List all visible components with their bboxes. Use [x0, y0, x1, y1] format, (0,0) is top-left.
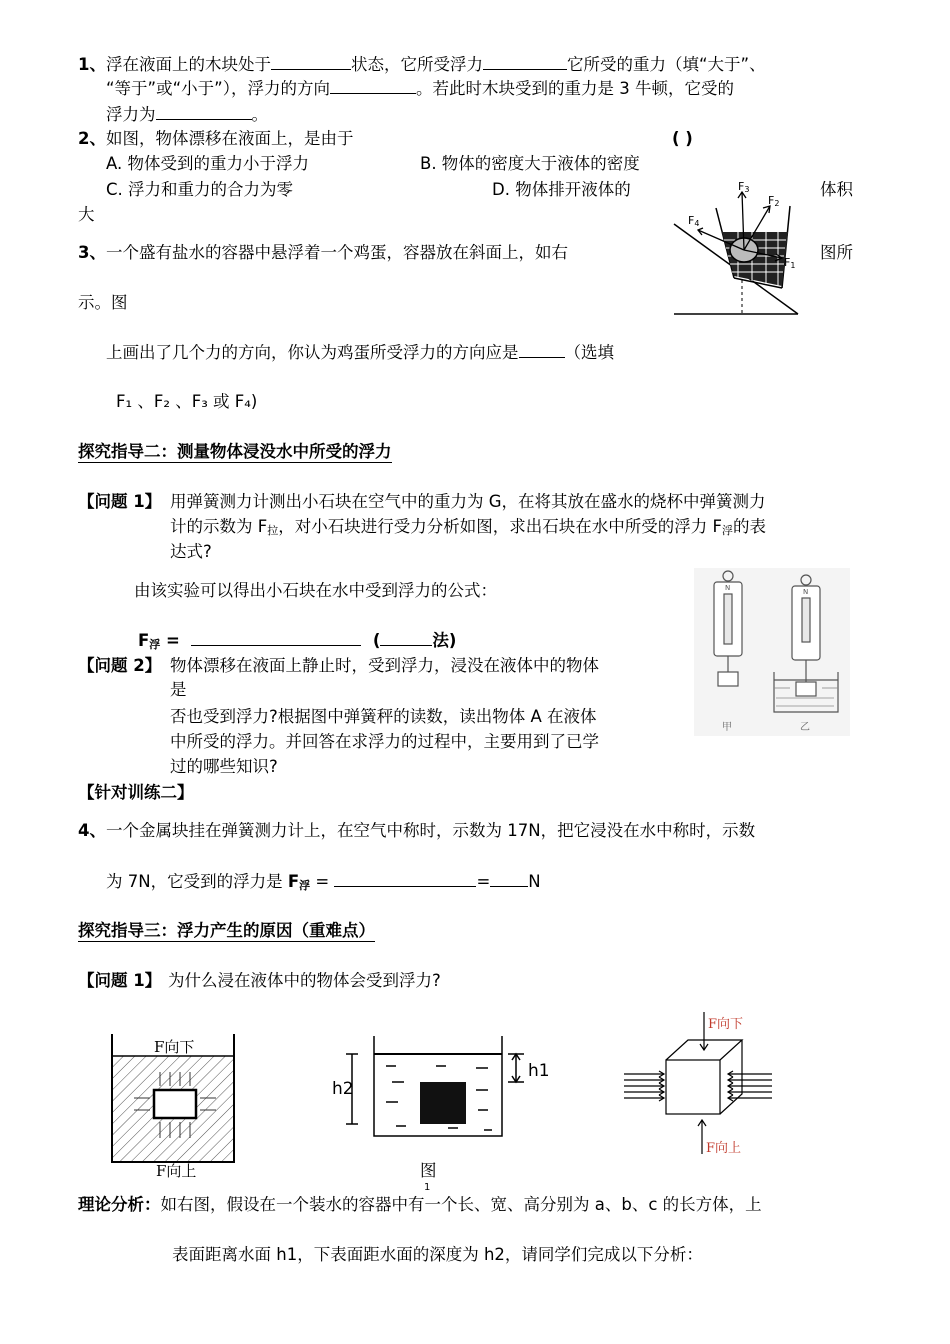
q3-stem-text: 一个盛有盐水的容器中悬浮着一个鸡蛋，容器放在斜面上，如右: [105, 243, 568, 262]
s2-q2-line1: 物体漂移在液面上静止时，受到浮力，浸没在液体中的物体: [170, 656, 599, 675]
q3-options: F₁ 、F₂ 、F₃ 或 F₄): [116, 392, 258, 411]
s3-q1-text: 为什么浸在液体中的物体会受到浮力?: [168, 971, 441, 990]
q3-stem-cont2: 示。图: [78, 293, 128, 312]
q1-text-a: 浮在液面上的木块处于: [105, 55, 271, 74]
s2-q2-line3: 否也受到浮力?根据图中弹簧秤的读数，读出物体 A 在液体: [170, 707, 597, 726]
q4-unit: N: [528, 872, 541, 891]
q3-stem-text4: 上画出了几个力的方向，你认为鸡蛋所受浮力的方向应是: [106, 343, 519, 362]
s2-q1-sub-fu: 浮: [722, 524, 733, 537]
fig-label-jia: 甲: [722, 722, 732, 733]
fig-left-fup: F向上: [156, 1162, 197, 1180]
incline-egg-figure: [672, 178, 812, 323]
pressure-container-figure: [104, 1030, 244, 1180]
s2-derive-text: 由该实验可以得出小石块在水中受到浮力的公式：: [134, 581, 497, 600]
q4-eq: =: [315, 872, 330, 891]
theory-line1: [78, 1194, 762, 1216]
q4-number: 4、: [78, 821, 106, 840]
q3-stem: [78, 242, 568, 264]
theory-text-a: 如右图，假设在一个装水的容器中有一个长、宽、高分别为 a、b、c 的长方体，上: [160, 1195, 762, 1214]
q1-text-d: “等于”或“小于”），浮力的方向: [106, 79, 330, 98]
q2-number: 2、: [78, 129, 106, 148]
q4-eq2: =: [476, 872, 491, 891]
q1-number: 1、: [78, 55, 106, 74]
s2-q2-line2: 是: [170, 680, 187, 699]
q3-number: 3、: [78, 243, 106, 262]
q1-text-c: 它所受的重力（填“大于”、: [566, 55, 766, 74]
q2-option-d[interactable]: D. 物体排开液体的: [492, 180, 631, 199]
s2-drill-title: 【针对训练二】: [78, 783, 194, 802]
q4-blank-formula[interactable]: [334, 871, 476, 887]
q3-stem-text5: （选填: [564, 343, 614, 362]
spring-scale-figure: [694, 568, 850, 736]
q2-answer-bracket[interactable]: ( ): [672, 129, 693, 148]
s2-q1-sub-la: 拉: [267, 524, 279, 537]
q3-stem-line: [106, 342, 614, 364]
q1-text-f: 浮力为: [106, 105, 156, 124]
q2-option-c[interactable]: C. 浮力和重力的合力为零: [106, 180, 294, 199]
cube-fdown-label: F向下: [708, 1017, 744, 1032]
q2-stem-text: 如图，物体漂移在液面上，是由于: [105, 129, 354, 148]
q1-blank-2[interactable]: [483, 54, 567, 70]
q1-blank-3[interactable]: [330, 78, 416, 94]
q2-option-a[interactable]: A. 物体受到的重力小于浮力: [106, 154, 309, 173]
q1-blank-4[interactable]: [156, 104, 252, 120]
q1-line3: [106, 104, 268, 126]
force-label-f4: F4: [688, 214, 700, 228]
s2-formula-f: F: [138, 631, 150, 650]
q1-text-g: 。: [251, 105, 268, 124]
force-label-f3: F3: [738, 180, 750, 194]
s2-q2-line5: 过的哪些知识?: [170, 757, 278, 776]
force-label-f1: F1: [784, 256, 796, 270]
depth-figure: [330, 1030, 558, 1142]
theory-tag: 理论分析：: [78, 1195, 161, 1214]
fig-caption: 图: [420, 1161, 437, 1180]
q1-line1: [78, 54, 766, 76]
s2-q1-line1: 用弹簧测力计测出小石块在空气中的重力为 G，在将其放在盛水的烧杯中弹簧测力: [170, 492, 766, 511]
svg-text:N: N: [725, 584, 731, 592]
cube-fup-label: F向上: [706, 1141, 742, 1156]
label-h1: h1: [528, 1061, 550, 1081]
s2-q1-line2: [170, 516, 766, 542]
s2-q1-text: 计的示数为 F: [170, 517, 268, 536]
q4-f-sub: 浮: [299, 879, 311, 892]
svg-text:N: N: [803, 588, 809, 596]
s2-method-blank[interactable]: [380, 630, 432, 646]
q1-line2: [106, 78, 734, 100]
label-h2: h2: [332, 1079, 354, 1099]
force-label-f2: F2: [768, 194, 780, 208]
q2-option-b[interactable]: B. 物体的密度大于液体的密度: [420, 154, 640, 173]
q3-blank[interactable]: [519, 342, 565, 358]
s2-q1-text2: ，对小石块进行受力分析如图，求出石块在水中所受的浮力 F: [278, 517, 722, 536]
q4-text-b: 为 7N，它受到的浮力是: [106, 872, 283, 891]
fig-label-yi: 乙: [800, 722, 810, 733]
q2-option-d-cont: 体积: [820, 180, 853, 199]
section2-title: 探究指导二：测量物体浸没水中所受的浮力: [78, 442, 392, 461]
s2-formula-eq: =: [166, 631, 180, 650]
s2-formula-method: 法): [432, 631, 457, 650]
q4-f: F: [287, 872, 300, 891]
q1-blank-1[interactable]: [271, 54, 351, 70]
fig-caption-number: 1: [424, 1182, 431, 1193]
q4-text-a: 一个金属块挂在弹簧测力计上，在空气中称时，示数为 17N，把它浸没在水中称时，示数: [105, 821, 756, 840]
q4-line1: [78, 820, 755, 842]
s2-q1-line3: 达式?: [170, 542, 212, 561]
q2-option-d-end: 大: [78, 205, 95, 224]
q3-stem-cont: 图所: [820, 243, 853, 262]
s2-q1-tag: 【问题 1】: [78, 492, 162, 511]
s2-formula-paren: (: [372, 631, 381, 650]
s2-formula: [138, 630, 456, 656]
q2-stem: [78, 128, 353, 150]
section3-title: 探究指导三：浮力产生的原因（重难点）: [78, 921, 375, 940]
s2-q2-line4: 中所受的浮力。并回答在求浮力的过程中，主要用到了已学: [170, 732, 599, 751]
s2-formula-sub: 浮: [149, 638, 161, 651]
s2-q2-tag: 【问题 2】: [78, 656, 162, 675]
s2-q1-text3: 的表: [733, 517, 766, 536]
s3-q1-tag: 【问题 1】: [78, 971, 162, 990]
cube-force-figure: [616, 1008, 776, 1160]
theory-text-b: 表面距离水面 h1，下表面距水面的深度为 h2，请同学们完成以下分析：: [172, 1245, 703, 1264]
s2-formula-blank[interactable]: [191, 630, 361, 646]
q4-blank-value[interactable]: [490, 871, 528, 887]
fig-left-fdown: F向下: [154, 1038, 195, 1056]
q1-text-b: 状态，它所受浮力: [350, 55, 483, 74]
q1-text-e: 。若此时木块受到的重力是 3 牛顿，它受的: [415, 79, 734, 98]
q4-line2: [106, 871, 541, 897]
